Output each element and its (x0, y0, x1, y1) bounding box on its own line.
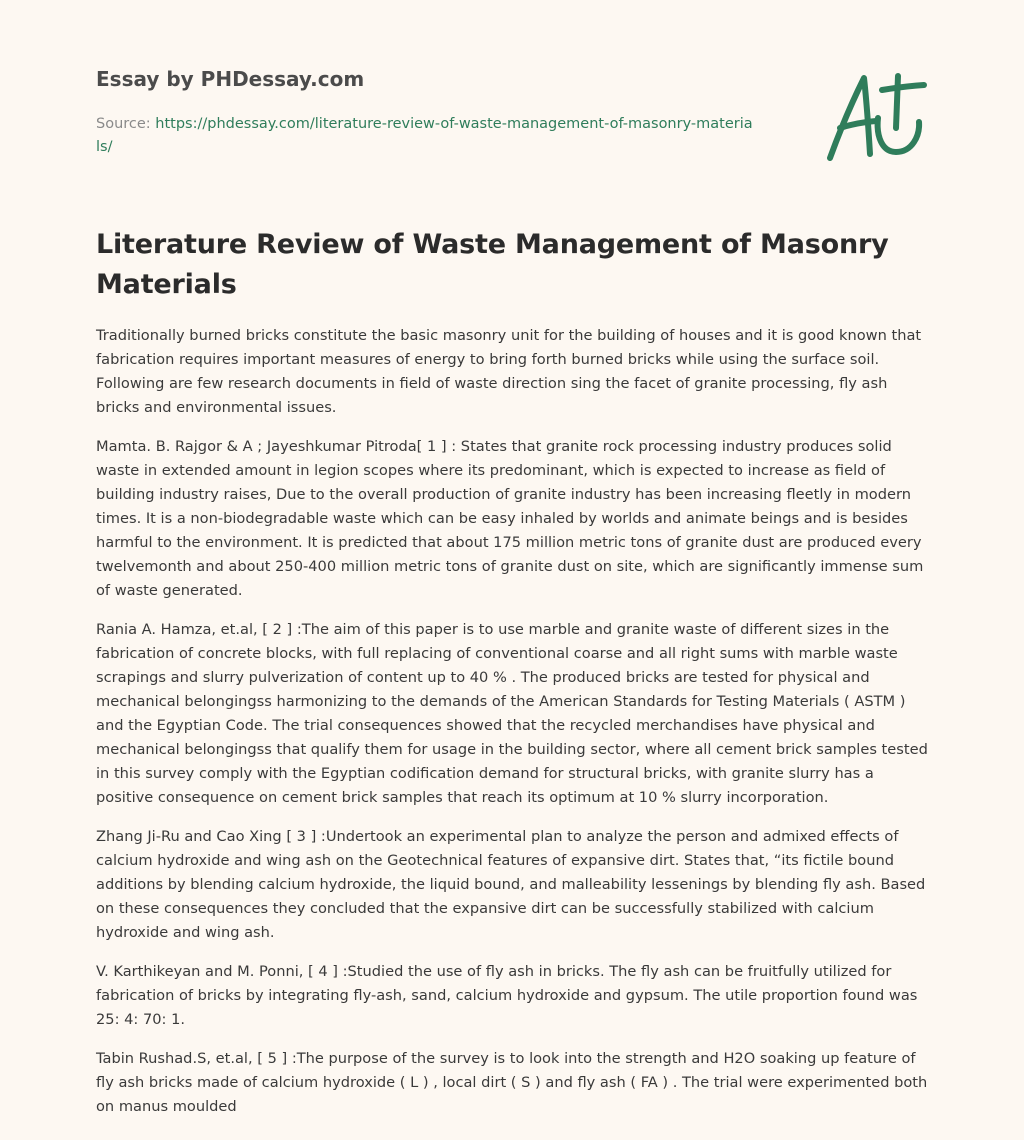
article-paragraph: Mamta. B. Rajgor & A ; Jayeshkumar Pitroda[ 1 ] : States that granite rock processing industry produces solid waste in extended amount in legion scopes where its predominant, which is expected to increase as field of building industry raises, Due to the overall production of granite industry has been increasing fleetly in modern times. It is a non-biodegradable waste which can be easy inhaled by worlds and animate beings and is besides harmful to the environment. It is predicted that about 175 million metric tons of granite dust are produced every twelvemonth and about 250-400 million metric tons of granite dust on site, which are significantly immense sum of waste generated. (96, 438, 924, 599)
a-plus-logo-icon (820, 66, 930, 166)
article-paragraph: Zhang Ji-Ru and Cao Xing [ 3 ] :Undertook an experimental plan to analyze the person and admixed effects of calcium hydroxide and wing ash on the Geotechnical features of expansive dirt. States that, “its fictile bound additions by blending calcium hydroxide, the liquid bound, and malleability lessenings by blending fly ash. Based on these consequences they concluded that the expansive dirt can be successfully stabilized with calcium hydroxide and wing ash. (96, 828, 926, 941)
article-paragraph: Traditionally burned bricks constitute the basic masonry unit for the building of houses and it is good known that fabrication requires important measures of energy to bring forth burned bricks while using the surface soil. Following are few research documents in field of waste direction sing the facet of granite processing, fly ash bricks and environmental issues. (96, 327, 922, 416)
article-body (96, 324, 928, 1134)
page-header (96, 66, 796, 159)
article-title: Literature Review of Waste Management of Masonry Materials (96, 229, 889, 300)
site-brand[interactable]: Essay by PHDessay.com (96, 67, 365, 91)
source-link[interactable]: https://phdessay.com/literature-review-of-waste-management-of-masonry-materials/ (96, 116, 753, 155)
article-paragraph: Rania A. Hamza, et.al, [ 2 ] :The aim of this paper is to use marble and granite waste of different sizes in the fabrication of concrete blocks, with full replacing of conventional coarse and all right sums with marble waste scrapings and slurry pulverization of content up to 40 % . The produced bricks are tested for physical and mechanical belongingss harmonizing to the demands of the American Standards for Testing Materials ( ASTM ) and the Egyptian Code. The trial consequences showed that the recycled merchandises have physical and mechanical belongingss that qualify them for usage in the building sector, where all cement brick samples tested in this survey comply with the Egyptian codification demand for structural bricks, with granite slurry has a positive consequence on cement brick samples that reach its optimum at 10 % slurry incorporation. (96, 621, 928, 806)
source-label: Source: (96, 116, 151, 132)
article-paragraph: V. Karthikeyan and M. Ponni, [ 4 ] :Studied the use of fly ash in bricks. The fly ash can be fruitfully utilized for fabrication of bricks by integrating fly-ash, sand, calcium hydroxide and gypsum. The utile proportion found was 25: 4: 70: 1. (96, 963, 918, 1028)
source-line (96, 113, 756, 159)
article-paragraph: Tabin Rushad.S, et.al, [ 5 ] :The purpose of the survey is to look into the strength and H2O soaking up feature of fly ash bricks made of calcium hydroxide ( L ) , local dirt ( S ) and fly ash ( FA ) . The trial were experimented both on manus moulded (96, 1050, 928, 1115)
